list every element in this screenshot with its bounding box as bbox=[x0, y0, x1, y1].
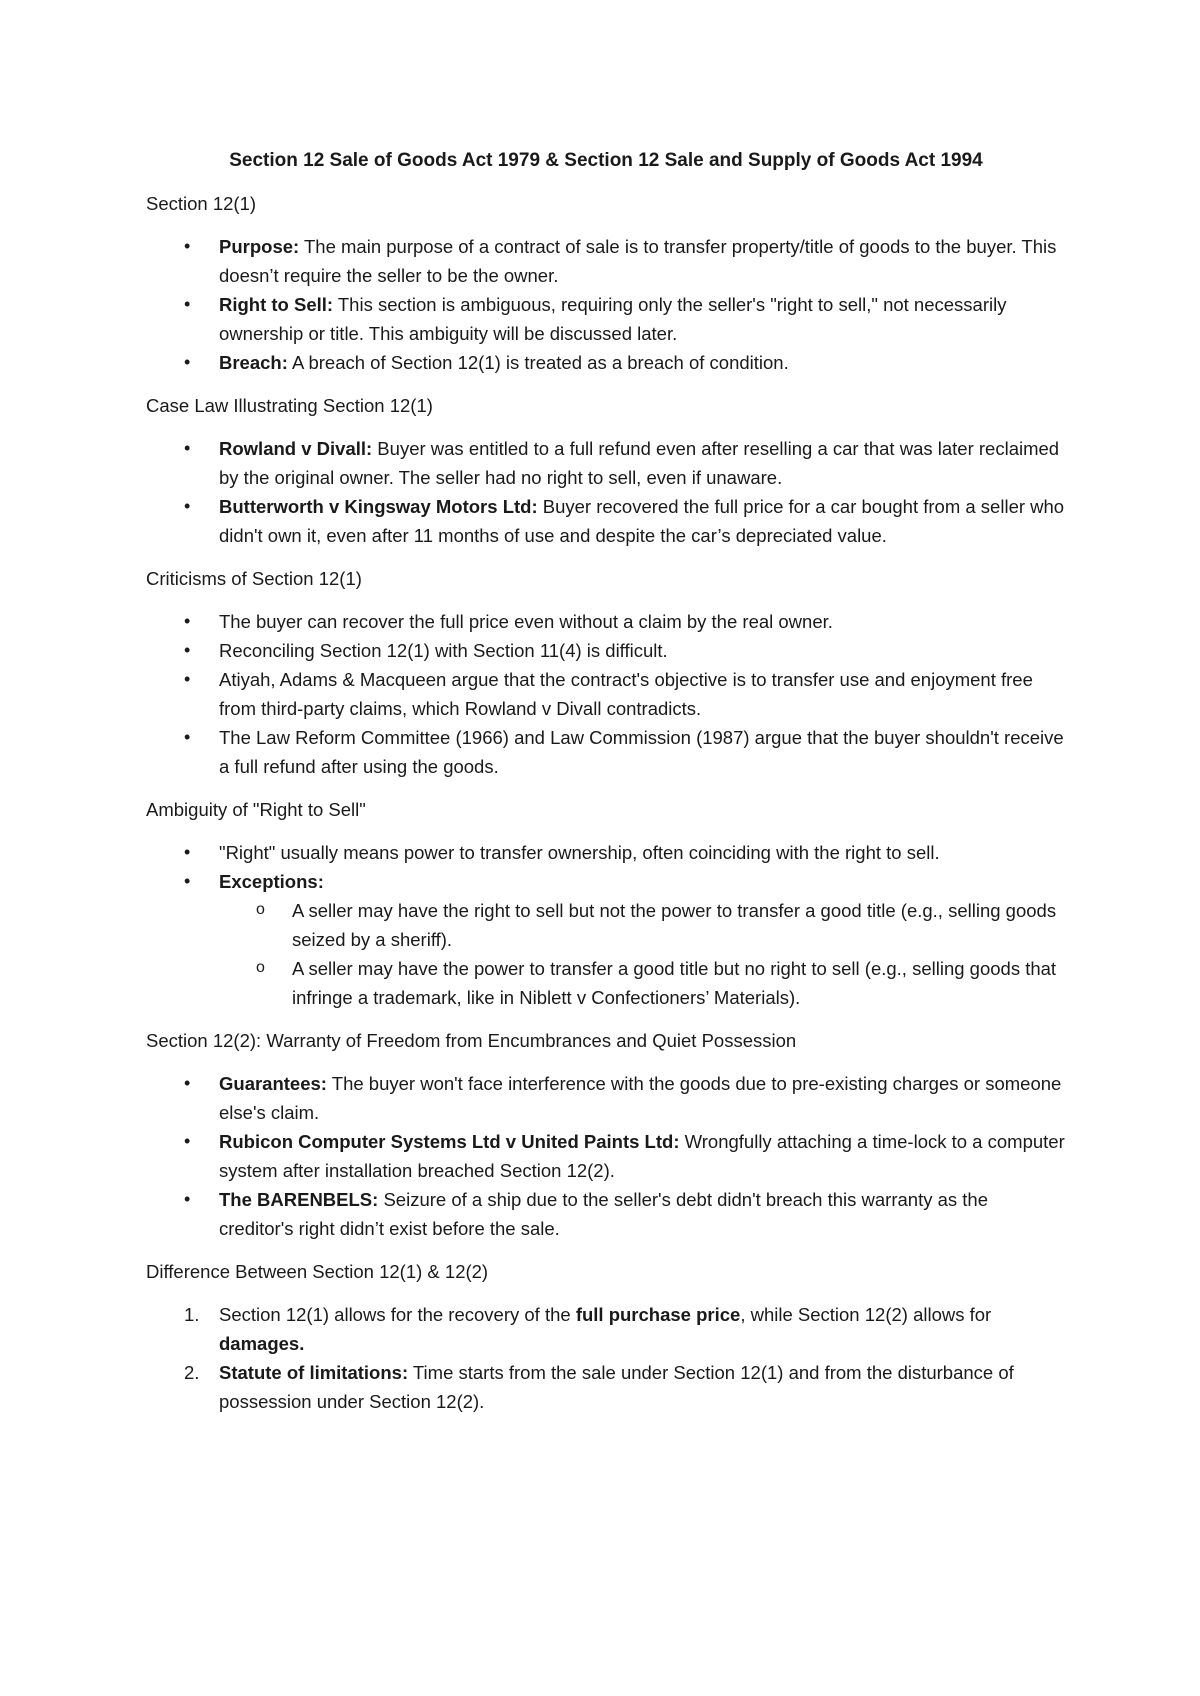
list-item bbox=[146, 492, 1066, 550]
list-item bbox=[146, 434, 1066, 492]
item-text: Seizure of a ship due to the seller's debt didn't breach this warranty as the creditor's right didn’t exist before the sale. bbox=[219, 1189, 988, 1239]
bullet-list-criticisms bbox=[146, 607, 1066, 781]
item-term: Butterworth v Kingsway Motors Ltd: bbox=[219, 496, 538, 517]
item-number: 1. bbox=[184, 1304, 200, 1325]
section-heading-case-law: Case Law Illustrating Section 12(1) bbox=[146, 395, 433, 416]
item-text: , while Section 12(2) allows for bbox=[740, 1304, 992, 1325]
numbered-item bbox=[146, 1300, 1066, 1358]
item-term: Right to Sell: bbox=[219, 294, 334, 315]
item-emphasis: damages. bbox=[219, 1333, 305, 1354]
list-item: • The buyer can recover the full price even without a claim by the real owner. bbox=[146, 607, 1066, 636]
item-emphasis: full purchase price bbox=[575, 1304, 741, 1325]
item-term: Rubicon Computer Systems Ltd v United Paints Ltd: bbox=[219, 1131, 680, 1152]
item-text: Buyer was entitled to a full refund even after reselling a car that was later reclaimed by the original owner. The seller had no right to sell, even if unaware. bbox=[219, 438, 1060, 488]
list-item: • Reconciling Section 12(1) with Section 11(4) is difficult. bbox=[146, 636, 1066, 665]
bullet-list-12-1 bbox=[146, 232, 1066, 377]
list-item: • Atiyah, Adams & Macqueen argue that the contract's objective is to transfer use and enjoyment free from third-party claims, which Rowland v Divall contradicts. bbox=[146, 665, 1066, 723]
item-text: A breach of Section 12(1) is treated as a breach of condition. bbox=[287, 352, 789, 373]
numbered-list-difference bbox=[146, 1300, 1066, 1416]
list-item bbox=[146, 1069, 1066, 1127]
item-term: Purpose: bbox=[219, 236, 300, 257]
list-item: • "Right" usually means power to transfer ownership, often coinciding with the right to sell. bbox=[146, 838, 1066, 867]
list-item bbox=[146, 232, 1066, 290]
item-text: The buyer won't face interference with the goods due to pre-existing charges or someone else's claim. bbox=[219, 1073, 1062, 1123]
section-heading-ambiguity: Ambiguity of "Right to Sell" bbox=[146, 799, 366, 820]
item-term: Statute of limitations: bbox=[219, 1362, 409, 1383]
section-heading-12-2: Section 12(2): Warranty of Freedom from Encumbrances and Quiet Possession bbox=[146, 1030, 797, 1051]
numbered-item bbox=[146, 1358, 1066, 1416]
exceptions-label: Exceptions: bbox=[219, 871, 324, 892]
sub-list-item: o A seller may have the power to transfer a good title but no right to sell (e.g., selling goods that infringe a trademark, like in Niblett v Confectioners’ Materials). bbox=[219, 954, 1066, 1012]
item-term: Breach: bbox=[219, 352, 288, 373]
list-item-exceptions bbox=[146, 867, 1066, 1012]
bullet-list-ambiguity bbox=[146, 838, 1066, 1012]
section-heading-difference: Difference Between Section 12(1) & 12(2) bbox=[146, 1261, 489, 1282]
bullet-list-12-2 bbox=[146, 1069, 1066, 1243]
item-text: This section is ambiguous, requiring only the seller's "right to sell," not necessarily ownership or title. This ambiguity will be discussed later. bbox=[219, 294, 1007, 344]
item-text: Wrongfully attaching a time-lock to a computer system after installation breached Section 12(2). bbox=[219, 1131, 1065, 1181]
list-item bbox=[146, 1185, 1066, 1243]
item-text: Section 12(1) allows for the recovery of the bbox=[219, 1304, 576, 1325]
section-heading-criticisms: Criticisms of Section 12(1) bbox=[146, 568, 362, 589]
list-item bbox=[146, 348, 1066, 377]
bullet-list-case-law bbox=[146, 434, 1066, 550]
list-item bbox=[146, 1127, 1066, 1185]
item-term: Guarantees: bbox=[219, 1073, 327, 1094]
sub-list-exceptions bbox=[219, 896, 1066, 1012]
item-text: The main purpose of a contract of sale is to transfer property/title of goods to the buyer. This doesn’t require the seller to be the owner. bbox=[219, 236, 1057, 286]
item-text: Time starts from the sale under Section 12(1) and from the disturbance of possession under Section 12(2). bbox=[219, 1362, 1014, 1412]
item-term: The BARENBELS: bbox=[219, 1189, 379, 1210]
document-title: Section 12 Sale of Goods Act 1979 & Section 12 Sale and Supply of Goods Act 1994 bbox=[229, 150, 983, 171]
document-page bbox=[146, 146, 1066, 1416]
list-item: • The Law Reform Committee (1966) and Law Commission (1987) argue that the buyer shouldn't receive a full refund after using the goods. bbox=[146, 723, 1066, 781]
list-item bbox=[146, 290, 1066, 348]
item-number: 2. bbox=[184, 1362, 200, 1383]
item-text: Buyer recovered the full price for a car bought from a seller who didn't own it, even after 11 months of use and despite the car’s depreciated value. bbox=[219, 496, 1065, 546]
item-term: Rowland v Divall: bbox=[219, 438, 373, 459]
section-heading-12-1: Section 12(1) bbox=[146, 193, 257, 214]
sub-list-item: o A seller may have the right to sell but not the power to transfer a good title (e.g., selling goods seized by a sheriff). bbox=[219, 896, 1066, 954]
